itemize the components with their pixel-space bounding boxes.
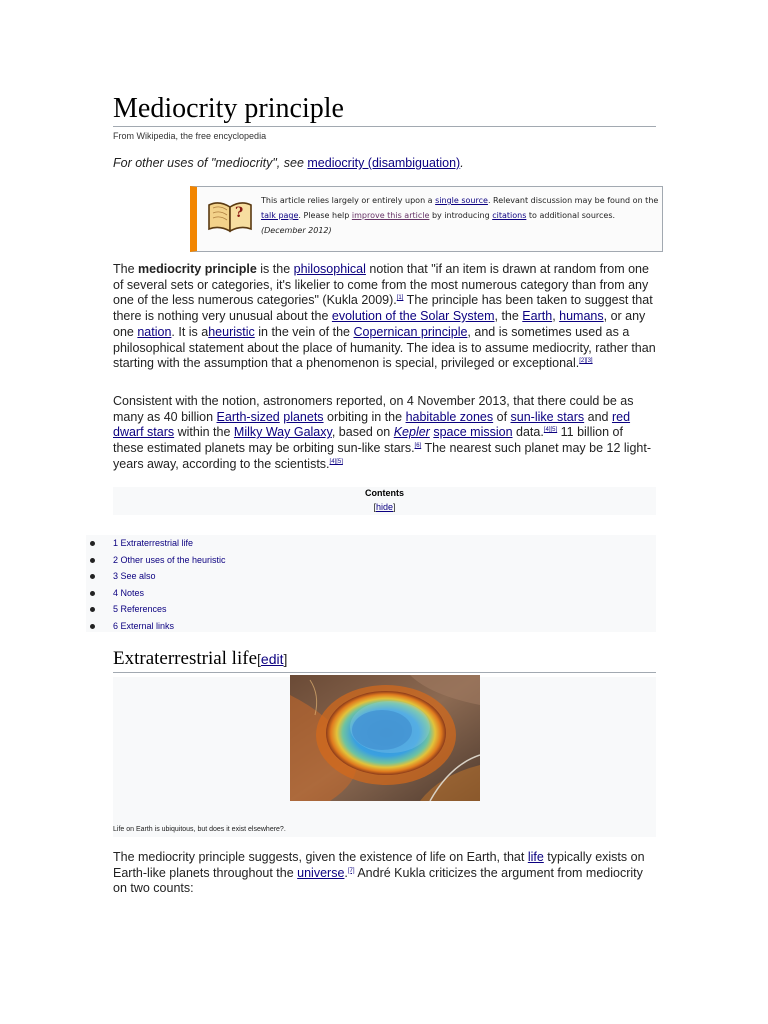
tagline: From Wikipedia, the free encyclopedia bbox=[113, 131, 267, 141]
copernican-principle-link[interactable]: Copernican principle bbox=[353, 324, 468, 339]
text: , and is sometimes used as a philosophical statement about the place of humanity. The idea is to assume mediocrity, rather than starting with the assumption that a phenomenon is special, privileged or exceptional. bbox=[113, 324, 656, 371]
red-dwarf-stars-link[interactable]: red dwarf stars bbox=[113, 409, 631, 440]
section-heading-text: Extraterrestrial life bbox=[113, 648, 258, 669]
toc-hide-toggle bbox=[113, 502, 656, 512]
text: . bbox=[344, 865, 348, 880]
text: typically exists on Earth-like planets throughout the bbox=[113, 850, 645, 880]
improve-article-link[interactable]: improve this article bbox=[351, 211, 430, 220]
bracket: ] bbox=[283, 651, 288, 667]
text: , or any one bbox=[113, 309, 646, 339]
earth-link[interactable]: Earth bbox=[522, 309, 553, 324]
toc-link-external-links[interactable]: 6 External links bbox=[113, 620, 175, 631]
citations-link[interactable]: citations bbox=[492, 211, 527, 220]
ref-link[interactable]: [4][5] bbox=[329, 458, 343, 465]
space-mission-link[interactable]: space mission bbox=[433, 425, 513, 440]
bracket: [ bbox=[257, 651, 261, 667]
notice-text bbox=[261, 193, 661, 238]
kepler-link[interactable]: Kepler bbox=[393, 425, 430, 440]
toc-link-notes[interactable]: 4 Notes bbox=[113, 587, 145, 598]
table-of-contents bbox=[113, 487, 656, 515]
edit-section bbox=[257, 651, 287, 667]
intro-paragraph bbox=[113, 262, 656, 372]
text: and bbox=[584, 409, 612, 424]
toc-link-extraterrestrial-life[interactable]: 1 Extraterrestrial life bbox=[113, 538, 194, 548]
life-link[interactable]: life bbox=[527, 850, 544, 864]
edit-section-link[interactable]: edit bbox=[260, 651, 284, 667]
hatnote bbox=[113, 156, 656, 170]
toc-list bbox=[86, 535, 656, 632]
text: of bbox=[493, 409, 511, 424]
life-paragraph bbox=[113, 850, 656, 897]
text: data. bbox=[512, 425, 544, 440]
astronomy-paragraph bbox=[113, 394, 656, 473]
text: 11 billion of these estimated planets may be orbiting sun-like stars. bbox=[113, 425, 623, 456]
earth-sized-link[interactable]: Earth-sized bbox=[216, 409, 280, 424]
text: The mediocrity principle suggests, given the existence of life on Earth, that bbox=[113, 850, 528, 864]
text: . It is a bbox=[171, 324, 209, 339]
solar-system-link[interactable]: evolution of the Solar System bbox=[331, 309, 495, 324]
notice-text-part: by introducing bbox=[429, 211, 493, 220]
toc-item bbox=[86, 568, 656, 585]
text: , bbox=[552, 309, 560, 324]
notice-text-part: . Please help bbox=[298, 211, 352, 220]
talk-page-link[interactable]: talk page bbox=[261, 211, 299, 220]
sun-like-stars-link[interactable]: sun-like stars bbox=[510, 409, 585, 424]
ref-link[interactable]: [1] bbox=[396, 295, 404, 302]
universe-link[interactable]: universe bbox=[297, 865, 345, 880]
single-source-notice bbox=[190, 186, 663, 252]
toc-hide-link[interactable]: hide bbox=[375, 502, 393, 512]
text: André Kukla criticizes the argument from mediocrity on two counts: bbox=[113, 865, 643, 896]
single-source-link[interactable]: single source bbox=[435, 196, 488, 205]
heuristic-link[interactable]: heuristic bbox=[208, 324, 255, 339]
hatnote-suffix: . bbox=[460, 156, 464, 170]
toc-item bbox=[86, 618, 656, 635]
text: notion that "if an item is drawn at random from one of several sets or categories, it's likelier to come from the most numerous category than from any one of the less numerous categories" (Kukla 2009). bbox=[113, 262, 649, 308]
ref-link[interactable]: [4][5] bbox=[543, 427, 558, 434]
habitable-zones-link[interactable]: habitable zones bbox=[405, 409, 494, 424]
toc-link-see-also[interactable]: 3 See also bbox=[113, 571, 156, 581]
toc-item bbox=[86, 585, 656, 602]
notice-text-part: . Relevant discussion may be found on the bbox=[487, 196, 659, 205]
text: within the bbox=[174, 425, 234, 440]
text: orbiting in the bbox=[323, 409, 406, 424]
toc-item bbox=[86, 601, 656, 618]
planets-link[interactable]: planets bbox=[283, 409, 324, 424]
hot-spring-photo[interactable] bbox=[290, 675, 480, 801]
text: The principle has been taken to suggest that there is nothing very unusual about the bbox=[113, 293, 653, 324]
toc-link-references[interactable]: 5 References bbox=[113, 604, 167, 614]
notice-text-part: This article relies largely or entirely upon a bbox=[261, 196, 436, 205]
text: Consistent with the notion, astronomers reported, on 4 November 2013, that there could be as many as 40 billion bbox=[113, 394, 634, 424]
text: in the vein of the bbox=[254, 324, 354, 339]
ref-link[interactable]: [7] bbox=[347, 867, 355, 874]
thumbnail-figure bbox=[113, 677, 656, 837]
humans-link[interactable]: humans bbox=[559, 309, 604, 324]
milky-way-link[interactable]: Milky Way Galaxy bbox=[233, 425, 332, 440]
text: is the bbox=[256, 262, 294, 276]
toc-link-other-uses[interactable]: 2 Other uses of the heuristic bbox=[113, 554, 226, 565]
toc-item bbox=[86, 535, 656, 552]
nation-link[interactable]: nation bbox=[137, 324, 172, 339]
figure-caption: Life on Earth is ubiquitous, but does it exist elsewhere?. bbox=[113, 826, 286, 833]
text: , the bbox=[494, 309, 523, 324]
toc-item bbox=[86, 552, 656, 569]
ref-link[interactable]: [2][3] bbox=[579, 358, 593, 365]
ref-link[interactable]: [6] bbox=[414, 442, 422, 449]
hatnote-link[interactable]: mediocrity (disambiguation) bbox=[307, 156, 461, 170]
hatnote-prefix: For other uses of "mediocrity", see bbox=[113, 156, 308, 170]
notice-text-part: to additional sources. bbox=[526, 211, 616, 220]
page-title: Mediocrity principle bbox=[113, 92, 656, 127]
text: , based on bbox=[331, 425, 394, 440]
notice-date: (December 2012) bbox=[261, 226, 332, 235]
section-heading-extraterrestrial-life bbox=[113, 647, 656, 673]
philosophical-link[interactable]: philosophical bbox=[293, 262, 366, 276]
svg-text:?: ? bbox=[235, 205, 244, 221]
text: The nearest such planet may be 12 light-years away, according to the scientists. bbox=[113, 441, 651, 471]
bold-term: mediocrity principle bbox=[138, 262, 257, 276]
book-question-icon bbox=[207, 195, 253, 235]
bracket: [ bbox=[373, 502, 376, 512]
toc-title: Contents bbox=[365, 488, 404, 498]
bracket: ] bbox=[393, 502, 396, 512]
text: The bbox=[113, 262, 139, 276]
